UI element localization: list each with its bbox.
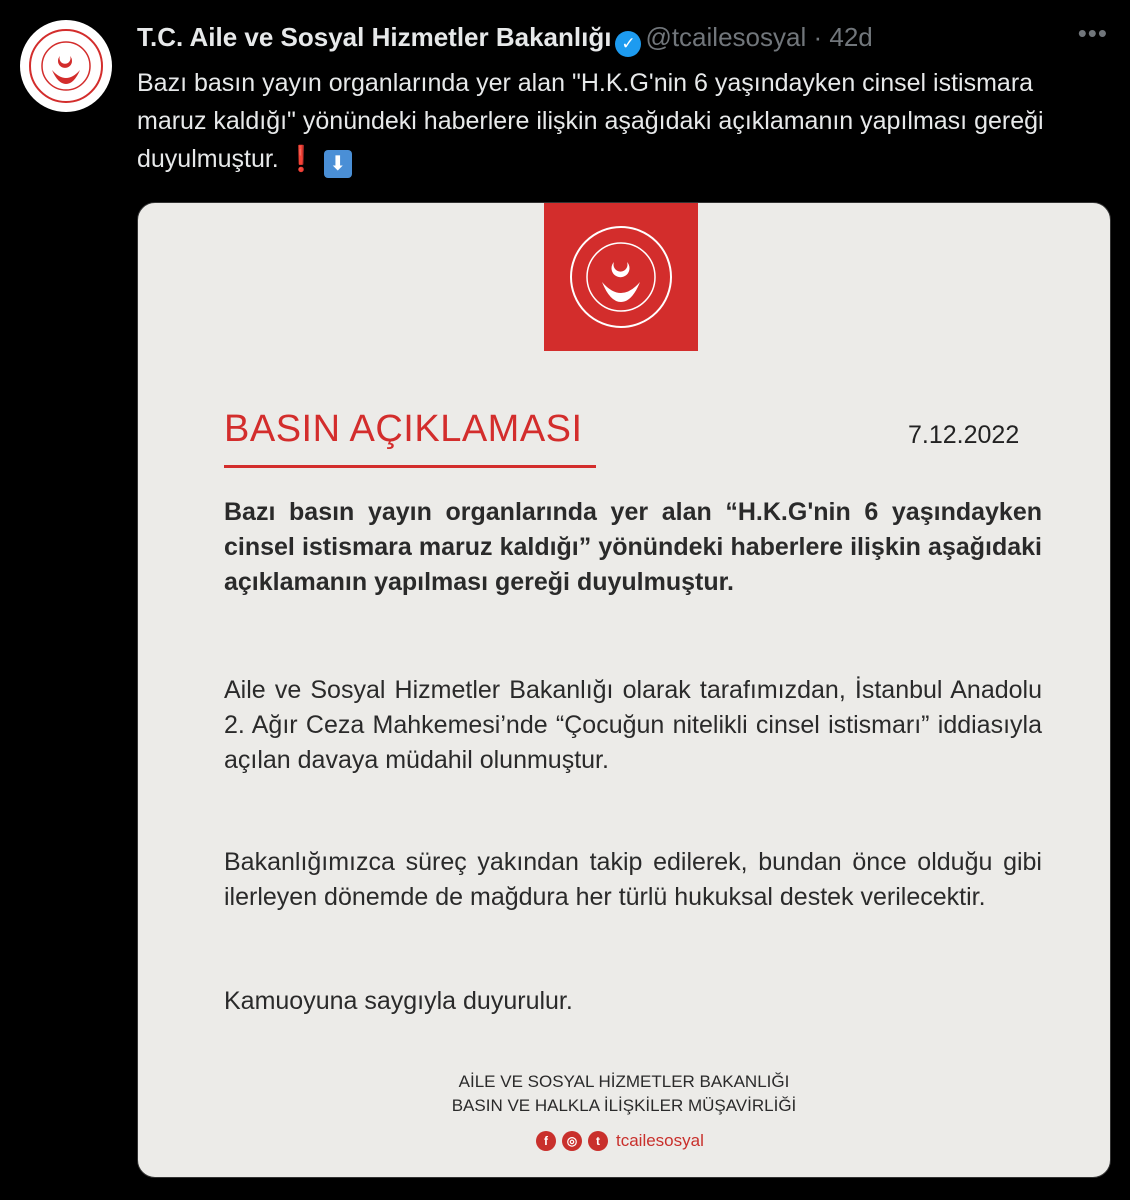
author-name[interactable]: T.C. Aile ve Sosyal Hizmetler Bakanlığı: [137, 22, 612, 52]
tweet-text: [137, 64, 1097, 178]
more-options-icon[interactable]: •••: [1077, 18, 1108, 48]
title-underline: [224, 465, 596, 468]
press-release-image[interactable]: [137, 202, 1111, 1178]
verified-badge-icon: ✓: [615, 31, 641, 57]
ministry-logo: [544, 203, 698, 351]
separator: ·: [813, 22, 823, 52]
tweet-body: Bazı basın yayın organlarında yer alan "H.K.G'nin 6 yaşındayken cinsel istismara maruz kaldığı" yönündeki haberlere ilişkin aşağıdaki açıklamanın yapılması gereği duyulmuştur.: [137, 69, 1044, 173]
instagram-icon: ◎: [562, 1131, 582, 1151]
ministry-seal-icon: [26, 26, 106, 106]
exclamation-emoji-icon: ❗: [285, 145, 317, 173]
footer-ministry: AİLE VE SOSYAL HİZMETLER BAKANLIĞI: [458, 1072, 790, 1091]
facebook-icon: f: [536, 1131, 556, 1151]
avatar[interactable]: [20, 20, 112, 112]
author-handle[interactable]: @tcailesosyal: [645, 22, 807, 52]
social-links: [536, 1131, 704, 1151]
press-lead: Bazı basın yayın organlarında yer alan “H.K.G'nin 6 yaşındayken cinsel istismara maruz kaldığı” yönündeki haberlere ilişkin aşağıdaki açıklamanın yapılması gereği duyulmuştur.: [224, 498, 1042, 596]
press-date: 7.12.2022: [908, 421, 1020, 449]
twitter-icon: t: [588, 1131, 608, 1151]
footer-department: BASIN VE HALKLA İLİŞKİLER MÜŞAVİRLİĞİ: [451, 1096, 797, 1115]
timestamp[interactable]: 42d: [829, 22, 873, 52]
press-paragraph-2: Bakanlığımızca süreç yakından takip edilerek, bundan önce olduğu gibi ilerleyen dönemde de mağdura her türlü hukuksal destek verilecektir.: [224, 848, 1042, 911]
press-paragraph-3: Kamuoyuna saygıyla duyurulur.: [224, 987, 573, 1015]
down-arrow-emoji-icon: ⬇: [324, 150, 352, 178]
press-title: BASIN AÇIKLAMASI: [224, 408, 583, 450]
press-paragraph-1: Aile ve Sosyal Hizmetler Bakanlığı olarak tarafımızdan, İstanbul Anadolu 2. Ağır Ceza Mahkemesi’nde “Çocuğun nitelikli cinsel istismarı” iddiasıyla açılan davaya müdahil olunmuştur.: [224, 676, 1042, 774]
social-handle: tcailesosyal: [616, 1131, 704, 1150]
tweet-header: [137, 22, 1097, 57]
ministry-seal-icon: [566, 222, 676, 332]
